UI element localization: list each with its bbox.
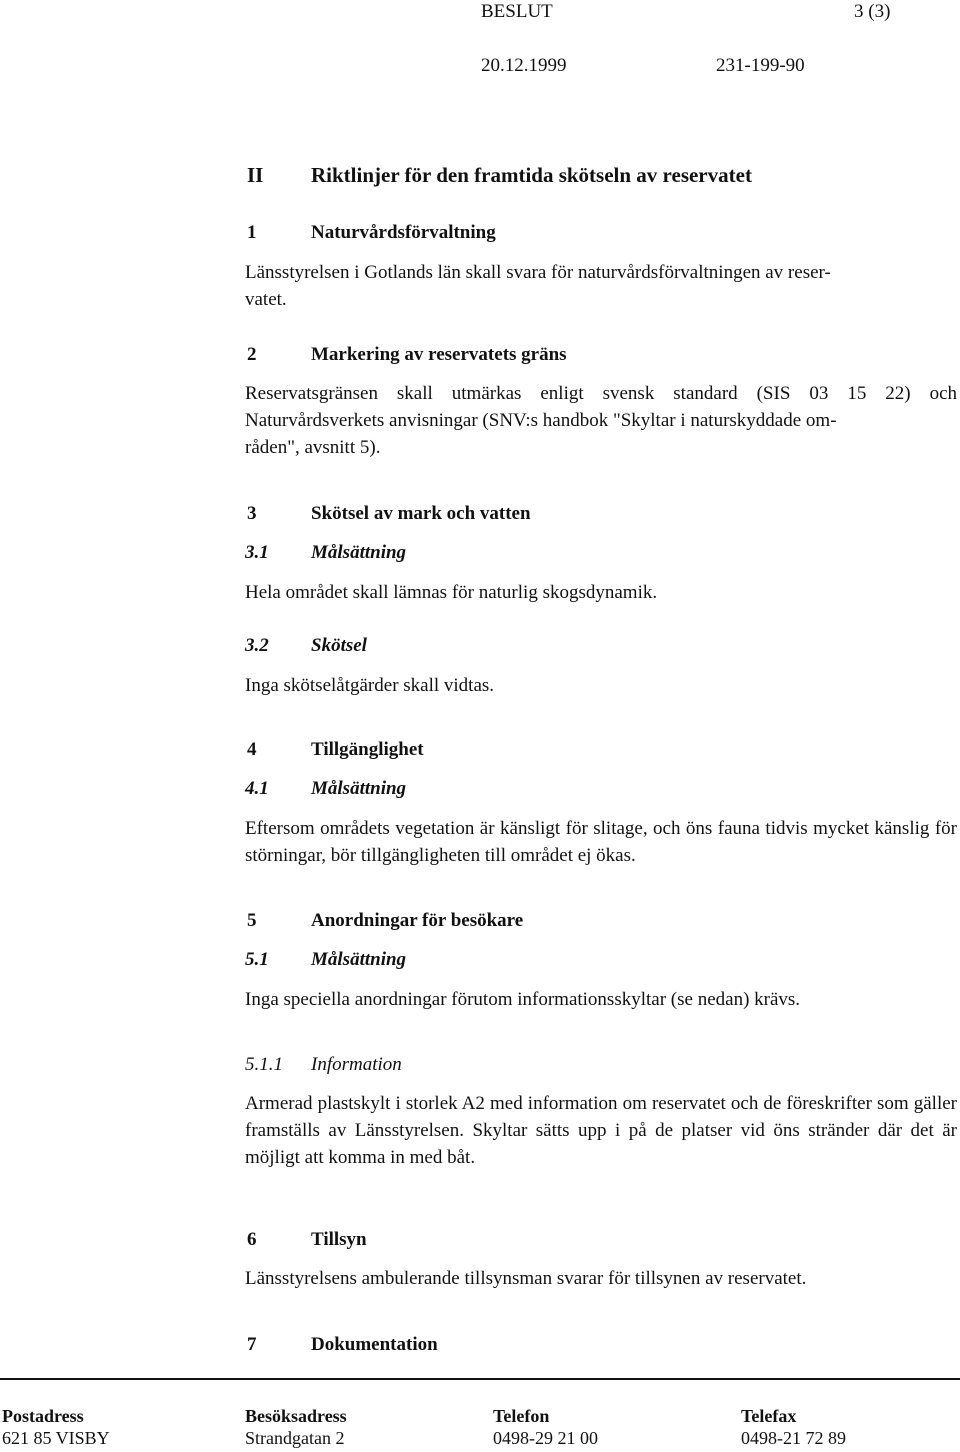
section-3-2-number: 3.2 bbox=[245, 635, 269, 656]
section-2-number: 2 bbox=[247, 344, 257, 365]
footer-visit-label: Besöksadress bbox=[245, 1406, 347, 1426]
section-6-text: Länsstyrelsens ambulerande tillsynsman svarar för tillsynen av reservatet. bbox=[245, 1268, 807, 1289]
footer-fax-value: 0498-21 72 89 bbox=[741, 1428, 846, 1448]
footer-postal-label: Postadress bbox=[2, 1406, 84, 1426]
section-3-number: 3 bbox=[247, 503, 257, 524]
document-date: 20.12.1999 bbox=[481, 55, 567, 76]
section-1-number: 1 bbox=[247, 222, 257, 243]
section-6-number: 6 bbox=[247, 1229, 257, 1250]
section-6-title: Tillsyn bbox=[311, 1229, 367, 1250]
section-5-number: 5 bbox=[247, 910, 257, 931]
section-7-title: Dokumentation bbox=[311, 1334, 438, 1355]
section-3-2-title: Skötsel bbox=[311, 635, 367, 656]
section-4-1-title: Målsättning bbox=[311, 778, 407, 799]
section-5-1-number: 5.1 bbox=[245, 949, 269, 970]
section-3-2-text: Inga skötselåtgärder skall vidtas. bbox=[245, 675, 495, 696]
section-2-title: Markering av reservatets gräns bbox=[311, 344, 567, 365]
section-5-1-1-number: 5.1.1 bbox=[245, 1054, 283, 1075]
section-7-number: 7 bbox=[247, 1334, 257, 1355]
page-number: 3 (3) bbox=[854, 1, 891, 22]
section-2-text: Reservatsgränsen skall utmärkas enligt svensk standard (SIS 03 15 22) och Naturvårdsverkets anvisningar (SNV:s handbok "Skyltar i naturskyddade om- bbox=[245, 383, 957, 431]
section-1-title: Naturvårdsförvaltning bbox=[311, 222, 496, 243]
section-1-text-continued: vatet. bbox=[245, 289, 287, 310]
section-5-1-1-text: Armerad plastskylt i storlek A2 med information om reservatet och de föreskrifter som gäller framställs av Länsstyrelsen. Skyltar sätts upp i på de platser vid öns stränder där det är möjligt att komma in med båt. bbox=[245, 1093, 957, 1168]
reference-number: 231-199-90 bbox=[716, 55, 805, 76]
section-3-1-text: Hela området skall lämnas för naturlig skogsdynamik. bbox=[245, 582, 658, 603]
footer-postal-value: 621 85 VISBY bbox=[2, 1428, 110, 1448]
footer-fax-label: Telefax bbox=[741, 1406, 797, 1426]
footer-divider bbox=[0, 1378, 960, 1380]
section-3-1-number: 3.1 bbox=[245, 542, 269, 563]
main-section-number: II bbox=[247, 163, 264, 187]
footer-visit-value: Strandgatan 2 bbox=[245, 1428, 345, 1448]
section-5-1-1-title: Information bbox=[311, 1054, 402, 1075]
section-3-1-title: Målsättning bbox=[311, 542, 407, 563]
section-2-text-continued: råden", avsnitt 5). bbox=[245, 437, 381, 458]
section-5-1-text: Inga speciella anordningar förutom informationsskyltar (se nedan) krävs. bbox=[245, 989, 801, 1010]
section-3-title: Skötsel av mark och vatten bbox=[311, 503, 531, 524]
footer-phone-value: 0498-29 21 00 bbox=[493, 1428, 598, 1448]
section-5-title: Anordningar för besökare bbox=[311, 910, 524, 931]
footer-phone-label: Telefon bbox=[493, 1406, 550, 1426]
document-type: BESLUT bbox=[481, 1, 553, 22]
section-1-text: Länsstyrelsen i Gotlands län skall svara för naturvårdsförvaltningen av reser- bbox=[245, 262, 831, 283]
section-4-number: 4 bbox=[247, 739, 257, 760]
section-5-1-title: Målsättning bbox=[311, 949, 407, 970]
section-4-1-text: Eftersom områdets vegetation är känsligt för slitage, och öns fauna tidvis mycket känslig för störningar, bör tillgängligheten till området ej ökas. bbox=[245, 818, 957, 866]
section-4-title: Tillgänglighet bbox=[311, 739, 424, 760]
main-section-title: Riktlinjer för den framtida skötseln av reservatet bbox=[311, 163, 752, 187]
section-4-1-number: 4.1 bbox=[245, 778, 269, 799]
